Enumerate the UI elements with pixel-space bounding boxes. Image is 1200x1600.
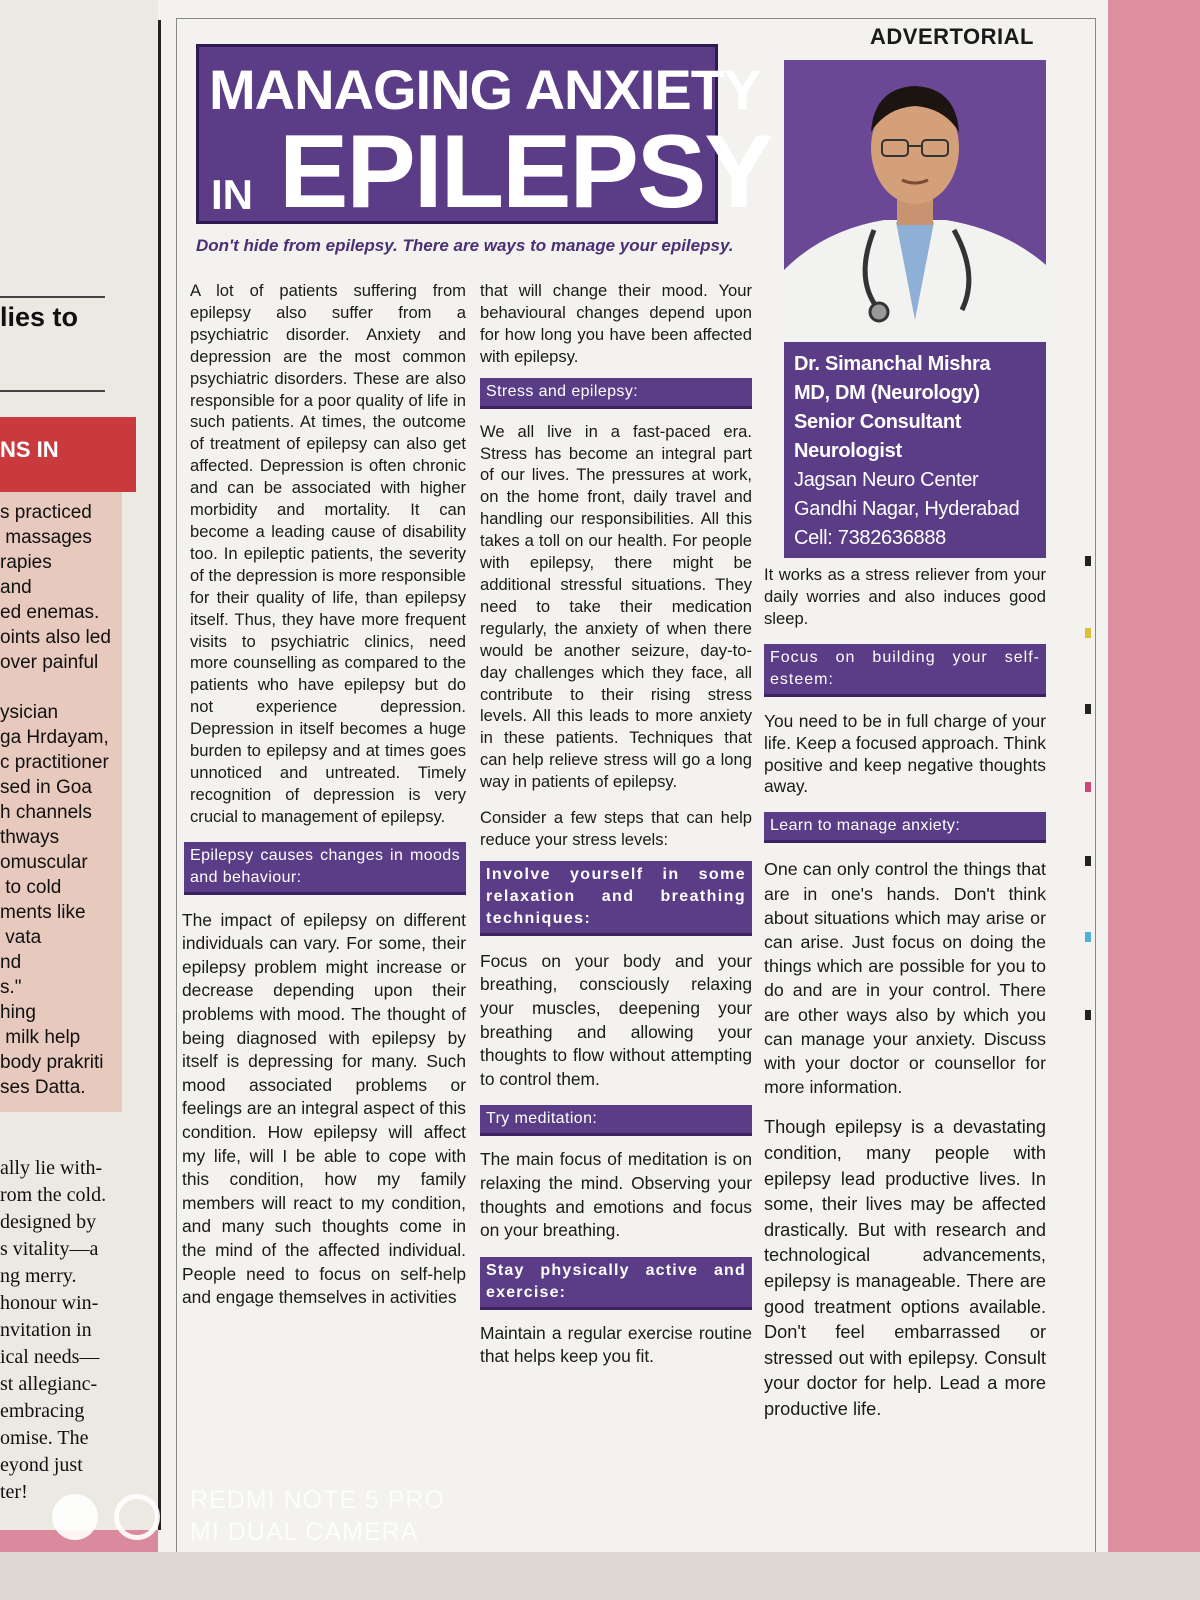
adjacent-page-left	[0, 0, 158, 1530]
doctor-name: Dr. Simanchal Mishra	[794, 353, 991, 375]
article-column-3	[764, 564, 1046, 1423]
paragraph: Maintain a regular exercise routine that helps keep you fit.	[480, 1322, 752, 1367]
camera-watermark: REDMI NOTE 5 PRO MI DUAL CAMERA	[190, 1486, 445, 1546]
section-heading: Epilepsy causes changes in moods and behaviour:	[184, 842, 466, 895]
advertorial-label: ADVERTORIAL	[870, 24, 1034, 49]
registration-mark	[1085, 556, 1091, 566]
headline-line1: MANAGING ANXIETY	[209, 58, 761, 121]
paragraph: Focus on your body and your breathing, consciously relaxing your muscles, deepening your breathing and allowing your thoughts to flow without attempting to control them.	[480, 950, 752, 1089]
section-heading: Learn to manage anxiety:	[764, 812, 1046, 843]
paragraph: The main focus of meditation is on relaxing the mind. Observing your thoughts and emotions and focus on your breathing.	[480, 1149, 752, 1241]
adjacent-red-banner	[0, 417, 136, 492]
section-heading: Focus on building your self-esteem:	[764, 644, 1046, 697]
section-heading: Try meditation:	[480, 1105, 752, 1136]
paragraph: Though epilepsy is a devastating condition, many people with epilepsy lead productive lives. In some, their lives may be affected drastically. But with research and technological advancements, epilepsy is manageable. There are good treatment options available. Don't feel embarrassed or stressed out with epilepsy. Consult your doctor for help. Lead a more productive life.	[764, 1117, 1046, 1419]
column-rule	[158, 20, 161, 1530]
paragraph: It works as a stress reliever from your daily worries and also induces good sleep.	[764, 565, 1046, 628]
doctor-location: Gandhi Nagar, Hyderabad	[794, 498, 1020, 520]
doctor-role: Senior Consultant	[794, 411, 962, 433]
adjacent-red-label: NS IN	[0, 437, 59, 462]
section-heading: Stay physically active and exercise:	[480, 1257, 752, 1310]
adjacent-text-b: ally lie with- rom the cold. designed by s vitality—a ng merry. honour win- nvitation in ical needs— st allegianc- embracing omise. The eyond just ter!	[0, 1157, 107, 1503]
article-column-1	[182, 280, 466, 1310]
paragraph: that will change their mood. Your behavioural changes depend upon for how long you have been affected with epilepsy.	[480, 281, 752, 366]
paragraph: We all live in a fast-paced era. Stress has become an integral part of our lives. The pressures at work, on the home front, daily travel and handling our responsibilities. All this takes a toll on our health. For people with epilepsy, there might be additional stressful situations. They need to take their medication regularly, the anxiety of when there would be another seizure, day-to-day challenges which they face, all contribute to their rising stress levels. All this leads to more anxiety in these patients. Techniques that can help relieve stress will go a long way in patients of epilepsy.	[480, 421, 752, 792]
headline-in: IN	[211, 171, 253, 218]
adjacent-heading: lies to	[0, 302, 79, 332]
registration-mark	[1085, 704, 1091, 714]
paragraph: A lot of patients suffering from epilepsy also suffer from a psychiatric disorder. Anxiety and depression are the most common psychiatric disorders. These are also responsible for a poor quality of life in such patients. At times, the outcome of treatment of epilepsy can also get affected. Depression is often chronic and can be associated with higher morbidity and mortality. It can become a leading cause of disability too. In epileptic patients, the severity of the depression is more responsible for their quality of life, than epilepsy itself. Thus, they have more frequent visits to psychiatric clinics, need more counselling as compared to the patients who have epilepsy but do not experience depression. Depression in itself becomes a huge burden to epilepsy and at times goes unnoticed and untreated. Timely recognition of depression is very crucial to management of epilepsy.	[190, 281, 466, 826]
headline-line2: EPILEPSY	[279, 114, 772, 230]
registration-mark	[1085, 1010, 1091, 1020]
subheadline: Don't hide from epilepsy. There are ways to manage your epilepsy.	[196, 236, 734, 255]
camera-ring-icon	[114, 1494, 160, 1540]
registration-mark	[1085, 932, 1091, 942]
doctor-phone: Cell: 7382636888	[794, 527, 946, 549]
section-heading: Involve yourself in some relaxation and breathing techniques:	[480, 861, 752, 936]
section-heading: Stress and epilepsy:	[480, 378, 752, 409]
doctor-center: Jagsan Neuro Center	[794, 469, 979, 491]
divider	[0, 296, 105, 298]
doctor-degrees: MD, DM (Neurology)	[794, 382, 980, 404]
background-surface	[1108, 0, 1200, 1600]
camera-dot-icon	[52, 1494, 98, 1540]
paragraph: You need to be in full charge of your life. Keep a focused approach. Think positive and keep negative thoughts away.	[764, 710, 1046, 797]
registration-mark	[1085, 856, 1091, 866]
article-column-2	[480, 280, 752, 1369]
divider	[0, 390, 105, 392]
registration-mark	[1085, 782, 1091, 792]
paragraph: One can only control the things that are in one's hands. Don't think about situations which may arise or can arise. Just focus on doing the things which are possible for you to do and are in your control. There are other ways also by which you can manage your anxiety. Discuss with your doctor or counsellor for more information.	[764, 859, 1046, 1098]
paragraph: Consider a few steps that can help reduce your stress levels:	[480, 808, 752, 849]
registration-mark	[1085, 628, 1091, 638]
doctor-info-box	[784, 342, 1046, 558]
paragraph: The impact of epilepsy on different individuals can vary. For some, their epilepsy problem might increase or decrease depending upon their problems with mood. The thought of being diagnosed with epilepsy by itself is depressing for many. Such mood associated problems or feelings are an integral aspect of this condition. How epilepsy will affect my life, will I be able to cope with this condition, how my family members will react to my condition, and many such thoughts come in the mind of the affected individual. People need to focus on self-help and engage themselves in activities	[182, 909, 466, 1308]
headline-box	[196, 44, 772, 230]
doctor-photo	[784, 60, 1046, 342]
page-bottom-edge	[0, 1552, 1200, 1600]
adjacent-text-a: s practiced massages rapies and ed enemas. oints also led over painful ysician ga Hrdayam, c practitioner sed in Goa h channels thways omuscular to cold ments like vata nd s." hing milk help body prakriti ses Datta.	[0, 502, 111, 1098]
doctor-portrait-icon	[784, 60, 1046, 342]
doctor-role-2: Neurologist	[794, 440, 902, 462]
